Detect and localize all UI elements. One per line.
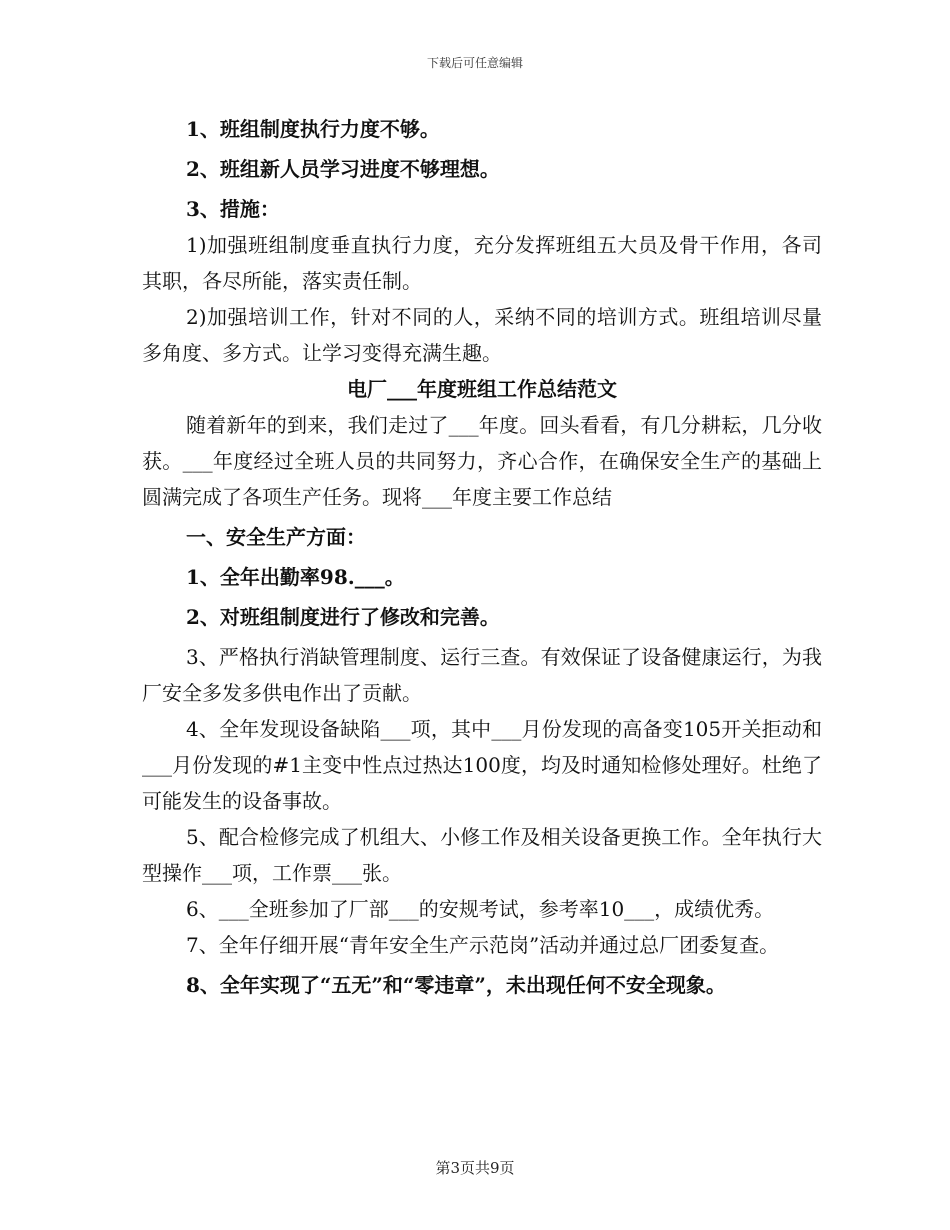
item-6: 6、___全班参加了厂部___的安规考试，参考率10___，成绩优秀。	[186, 897, 775, 921]
item-5: 5、配合检修完成了机组大、小修工作及相关设备更换工作。全年执行大型操作___项，工作票___张。	[142, 825, 822, 885]
section-title: 电厂___年度班组工作总结范文	[347, 377, 617, 401]
paragraph-4: 1)加强班组制度垂直执行力度，充分发挥班组五大员及骨干作用，各司其职，各尽所能，落实责任制。	[142, 233, 822, 293]
section-heading-safety: 一、安全生产方面：	[186, 525, 366, 549]
paragraph-1: 1、班组制度执行力度不够。	[186, 117, 440, 141]
paragraph-5: 2)加强培训工作，针对不同的人，采纳不同的培训方式。班组培训尽量多角度、多方式。让学习变得充满生趣。	[142, 305, 822, 365]
item-3: 3、严格执行消缺管理制度、运行三查。有效保证了设备健康运行，为我厂安全多发多供电作出了贡献。	[142, 645, 822, 705]
paragraph-3: 3、措施：	[186, 197, 280, 221]
paragraph-2: 2、班组新人员学习进度不够理想。	[186, 157, 500, 181]
item-7: 7、全年仔细开展“青年安全生产示范岗”活动并通过总厂团委复查。	[186, 933, 780, 957]
item-8: 8、全年实现了“五无”和“零违章”，未出现任何不安全现象。	[186, 973, 726, 997]
page-footer: 第3页共9页	[435, 1159, 515, 1177]
paragraph-intro: 随着新年的到来，我们走过了___年度。回头看看，有几分耕耘，几分收获。___年度经过全班人员的共同努力，齐心合作，在确保安全生产的基础上圆满完成了各项生产任务。现将___年度主要工作总结	[142, 413, 822, 509]
item-2: 2、对班组制度进行了修改和完善。	[186, 605, 500, 629]
page-header: 下载后可任意编辑	[426, 56, 523, 70]
document-body	[142, 111, 822, 1003]
item-1: 1、全年出勤率98.___。	[186, 565, 405, 589]
item-4: 4、全年发现设备缺陷___项，其中___月份发现的高备变105开关拒动和___月份发现的#1主变中性点过热达100度，均及时通知检修处理好。杜绝了可能发生的设备事故。	[142, 717, 822, 813]
